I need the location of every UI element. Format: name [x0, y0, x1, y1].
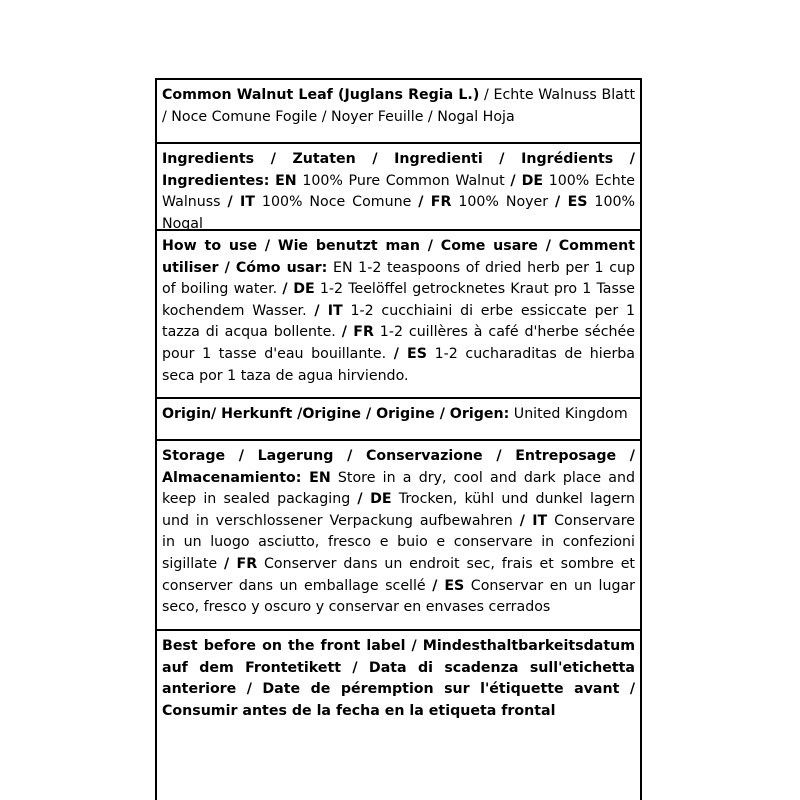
origin-section [157, 397, 640, 439]
storage-it-code: / IT [519, 512, 548, 529]
origin-value: United Kingdom [509, 406, 628, 422]
storage-section [157, 439, 640, 629]
how-to-use-en-code: EN [327, 259, 353, 276]
how-to-use-es-text: 1-2 cucharaditas de hierba seca por 1 taza de agua hirviendo. [162, 345, 635, 384]
storage-en-text: Store in a dry, cool and dark place and keep in sealed packaging [162, 469, 635, 508]
ingredients-fr-code: / FR [418, 194, 452, 211]
how-to-use-it-text: 1-2 cucchiaini di erbe essiccate per 1 tazza di acqua bollente. [162, 302, 636, 341]
storage-es-code: / ES [432, 577, 465, 594]
storage-de-text: Trocken, kühl und dunkel lagern und in verschlossener Verpackung aufbewahren [162, 491, 635, 529]
how-to-use-heading: How to use / Wie benutzt man / Come usare / Comment utiliser / Cómo usar: [162, 238, 635, 276]
how-to-use-es-code: / ES [393, 345, 427, 362]
ingredients-it-code: / IT [227, 194, 255, 211]
best-before-text: Best before on the front label / Mindesthaltbarkeitsdatum auf dem Frontetikett / Data di scadenza sull'etichetta anteriore / Date de péremption sur l'étiquette avant / Consumir antes de la fecha en la etiqueta frontal [162, 638, 635, 719]
storage-en-code: EN [301, 469, 331, 486]
how-to-use-de-code: / DE [282, 281, 315, 298]
ingredients-en-code: EN [275, 172, 297, 189]
ingredients-it-text: 100% Noce Comune [254, 194, 419, 211]
how-to-use-fr-text: 1-2 cuillères à café d'herbe séchée pour 1 tasse d'eau bouillante. [162, 324, 636, 362]
how-to-use-fr-code: / FR [341, 324, 374, 341]
ingredients-heading: Ingredients / Zutaten / Ingredienti / Ingrédients / Ingredientes: [162, 151, 635, 189]
title-translations: / Echte Walnuss Blatt / Noce Comune Fogile / Noyer Feuille / Nogal Hoja [162, 87, 636, 125]
ingredients-en-text: 100% Pure Common Walnut [296, 172, 511, 189]
ingredients-de-code: / DE [510, 172, 544, 189]
best-before-section [157, 629, 640, 725]
storage-fr-code: / FR [224, 555, 258, 572]
ingredients-de-text: 100% Echte Walnuss [162, 172, 635, 211]
origin-heading: Origin/ Herkunft /Origine / Origine / Origen: [162, 406, 510, 422]
storage-heading: Storage / Lagerung / Conservazione / Entreposage / Almacenamiento: [162, 448, 635, 486]
ingredients-es-code: / ES [555, 194, 588, 211]
ingredients-section [157, 142, 640, 232]
title-name: Common Walnut Leaf (Juglans Regia L.) [162, 87, 480, 103]
how-to-use-de-text: 1-2 Teelöffel getrocknetes Kraut pro 1 Tasse kochendem Wasser. [162, 281, 636, 319]
storage-es-text: Conservar en un lugar seco, fresco y oscuro y conservar en envases cerrados [162, 577, 636, 616]
product-label [155, 78, 642, 800]
ingredients-es-text: 100% Nogal [162, 194, 635, 232]
ingredients-fr-text: 100% Noyer [451, 194, 556, 211]
how-to-use-section [157, 229, 640, 397]
how-to-use-en-text: 1-2 teaspoons of dried herb per 1 cup of boiling water. [162, 259, 635, 298]
storage-it-text: Conservare in un luogo asciutto, fresco e buio e conservare in confezioni sigillate [162, 512, 635, 572]
how-to-use-it-code: / IT [314, 302, 343, 319]
storage-fr-text: Conserver dans un endroit sec, frais et sombre et conserver dans un emballage scellé [162, 555, 635, 594]
title-section [157, 80, 640, 142]
storage-de-code: / DE [357, 491, 392, 508]
